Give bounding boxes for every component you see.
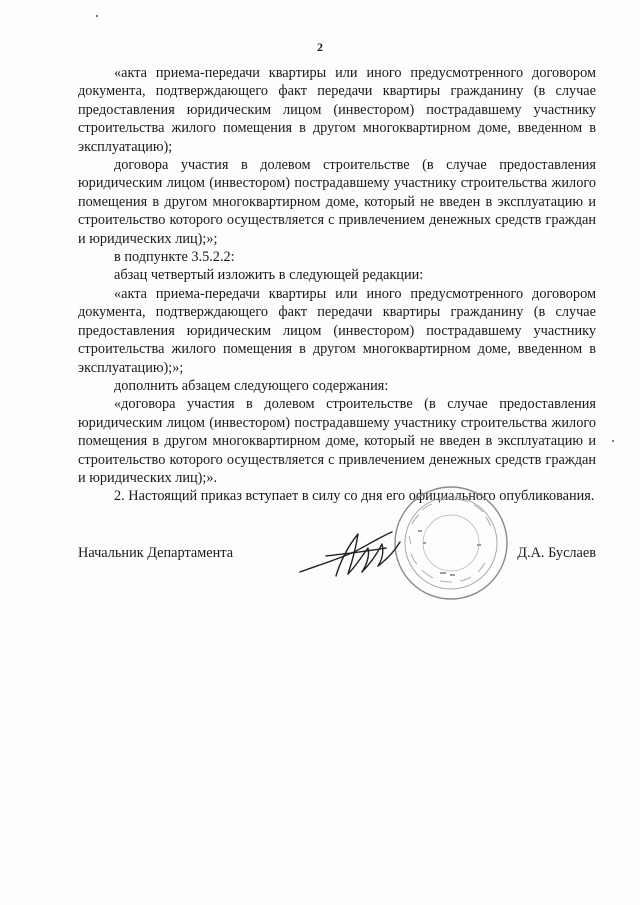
signature-block	[78, 545, 596, 567]
scan-speck	[612, 440, 614, 442]
paragraph-3: в подпункте 3.5.2.2:	[114, 249, 235, 266]
paragraph-7: «договора участия в долевом строительстве (в случае предоставления юридическим лицом (инвестором) пострадавшему участнику строительства жилого помещения в другом многоквартирном доме, который не введен в эксплуатацию и строительство которого осуществляется с привлечением денежных средств граждан и юридических лиц);».	[78, 396, 596, 486]
scan-speck	[96, 15, 98, 17]
paragraph-4: абзац четвертый изложить в следующей редакции:	[114, 267, 424, 284]
signer-title: Начальник Департамента	[78, 545, 234, 561]
paragraph-2: договора участия в долевом строительстве (в случае предоставления юридическим лицом (инвестором) пострадавшему участнику строительства жилого помещения в другом многоквартирном доме, который не введен в эксплуатацию и строительство которого осуществляется с привлечением денежных средств граждан и юридических лиц);»;	[78, 157, 596, 247]
paragraph-1: «акта приема-передачи квартиры или иного предусмотренного договором документа, подтверждающего факт передачи квартиры гражданину (в случае предоставления юридическим лицом (инвестором) пострадавшему участнику строительства жилого помещения в другом многоквартирном доме, введенном в эксплуатацию);	[78, 65, 596, 155]
page-number: 2	[317, 40, 323, 54]
document-body	[78, 64, 596, 506]
paragraph-8: 2. Настоящий приказ вступает в силу со дня его официального опубликования.	[114, 488, 595, 505]
signer-name: Д.А. Буслаев	[517, 545, 596, 561]
paragraph-5: «акта приема-передачи квартиры или иного предусмотренного договором документа, подтверждающего факт передачи квартиры гражданину (в случае предоставления юридическим лицом (инвестором) пострадавшему участнику строительства жилого помещения в другом многоквартирном доме, введенном в эксплуатацию);»;	[78, 285, 596, 376]
paragraph-6: дополнить абзацем следующего содержания:	[114, 377, 389, 394]
